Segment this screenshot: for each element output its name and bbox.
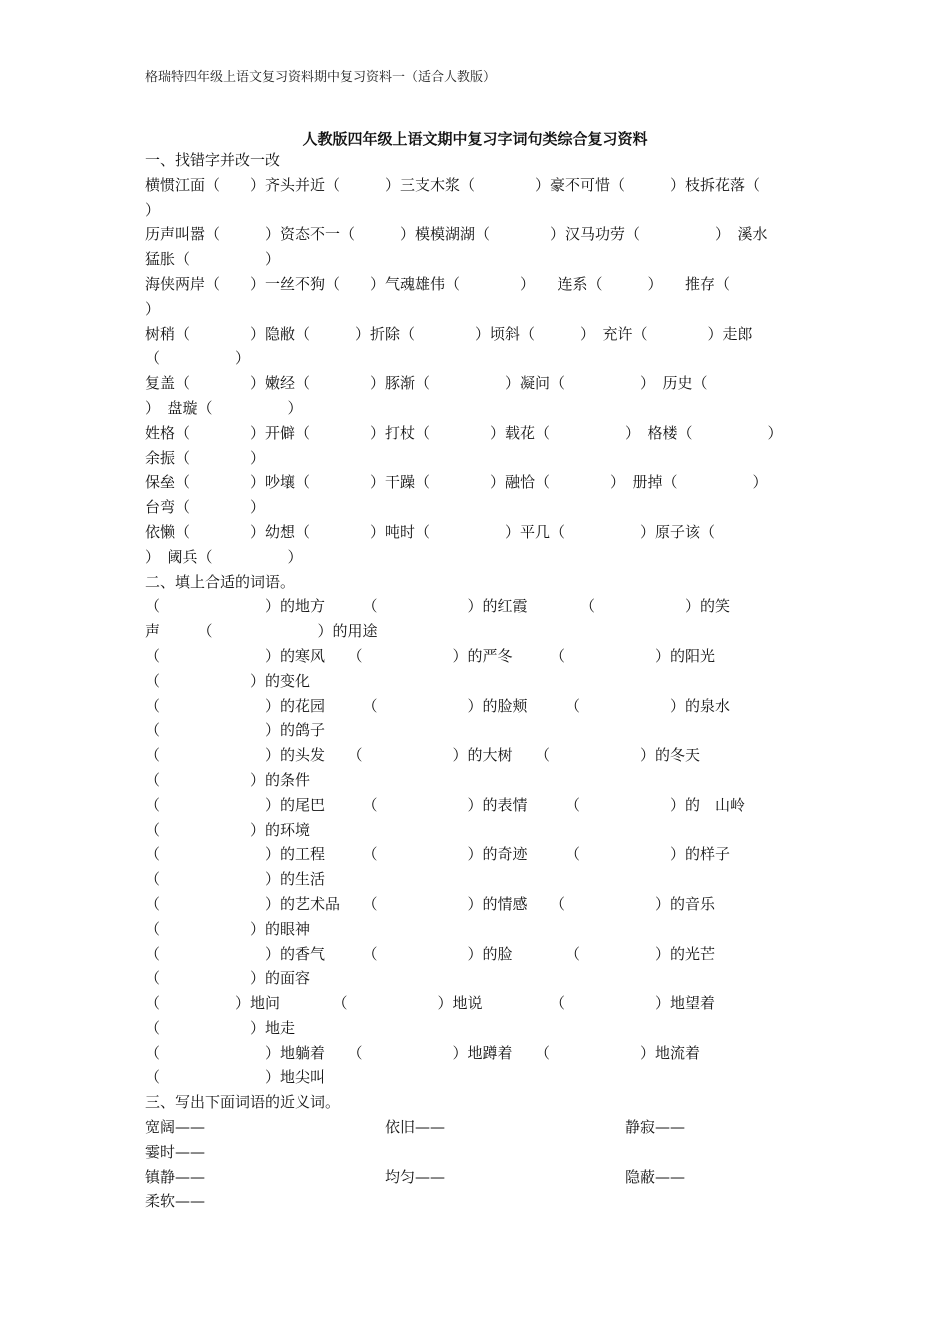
text-line: （ ）的艺术品 （ ）的情感 （ ）的音乐 [145,894,716,913]
text-line: 姓格（ ）开僻（ ）打杖（ ）载花（ ） 格楼（ ） [145,423,783,442]
text-line: （ ） [145,349,251,368]
text-line: 余振（ ） [145,448,266,467]
text-line: （ ）的地方 （ ）的红霞 （ ）的笑 [145,597,731,616]
text-line: 镇静—— 均匀—— 隐蔽—— [145,1167,686,1186]
text-line: （ ）的生活 [145,870,326,889]
text-line: 海侠两岸（ ）一丝不狗（ ）气魂雄伟（ ） 连系（ ） 推存（ [145,274,731,293]
text-line: ） 盘璇（ ） [145,398,303,417]
text-line: 宽阔—— 依旧—— 静寂—— [145,1118,686,1137]
text-line: （ ）的头发 （ ）的大树 （ ）的冬天 [145,746,701,765]
text-line: （ ）的工程 （ ）的奇迹 （ ）的样子 [145,845,731,864]
text-line: 依懒（ ）幼想（ ）吨时（ ）平几（ ）原子该（ [145,522,716,541]
text-line: 三、写出下面词语的近义词。 [145,1093,341,1112]
text-line: （ ）的眼神 [145,919,311,938]
text-line: 树稍（ ）隐敝（ ）折除（ ）顷斜（ ） 充许（ ）走郎 [145,324,753,343]
text-line: 台弯（ ） [145,498,266,517]
text-line: （ ）的香气 （ ）的脸 （ ）的光芒 [145,944,716,963]
text-line: 复盖（ ）嫩经（ ）豚渐（ ）凝问（ ） 历史（ [145,374,708,393]
text-line: 二、填上合适的词语。 [145,572,296,591]
text-line: （ ）的条件 [145,770,311,789]
text-line: 历声叫嚣（ ）资态不一（ ）模模湖湖（ ）汉马功劳（ ） 溪水 [145,225,768,244]
text-line: （ ）地问 （ ）地说 （ ）地望着 [145,994,716,1013]
text-line: ） [145,299,161,318]
text-line: 保垒（ ）吵壤（ ）干躁（ ）融恰（ ） 册掉（ ） [145,473,768,492]
document-body [145,148,807,1214]
text-line: 声 （ ）的用途 [145,622,378,641]
text-line: （ ）地尖叫 [145,1068,326,1087]
page-header: 格瑞特四年级上语文复习资料期中复习资料一（适合人教版） [145,70,497,85]
text-line: （ ）的尾巴 （ ）的表情 （ ）的 山岭 [145,795,746,814]
document-title: 人教版四年级上语文期中复习字词句类综合复习资料 [302,130,648,148]
text-line: （ ）地躺着 （ ）地蹲着 （ ）地流着 [145,1043,701,1062]
text-line: 柔软—— [145,1192,206,1211]
text-line: （ ）的鸽子 [145,721,326,740]
text-line: （ ）地走 [145,1018,296,1037]
text-line: 霎时—— [145,1142,206,1161]
text-line: （ ）的花园 （ ）的脸颊 （ ）的泉水 [145,696,731,715]
text-line: 猛胀（ ） [145,250,281,269]
text-line: （ ）的寒风 （ ）的严冬 （ ）的阳光 [145,646,716,665]
text-line: （ ）的环境 [145,820,311,839]
text-line: 一、找错字并改一改 [145,151,281,169]
text-line: ） 阈兵（ ） [145,547,303,566]
text-line: 横惯江面（ ）齐头并近（ ）三支木浆（ ）豪不可惜（ ）枝拆花落（ [145,175,761,194]
text-line: （ ）的面容 [145,969,311,988]
text-line: （ ）的变化 [145,671,311,690]
text-line: ） [145,200,161,219]
